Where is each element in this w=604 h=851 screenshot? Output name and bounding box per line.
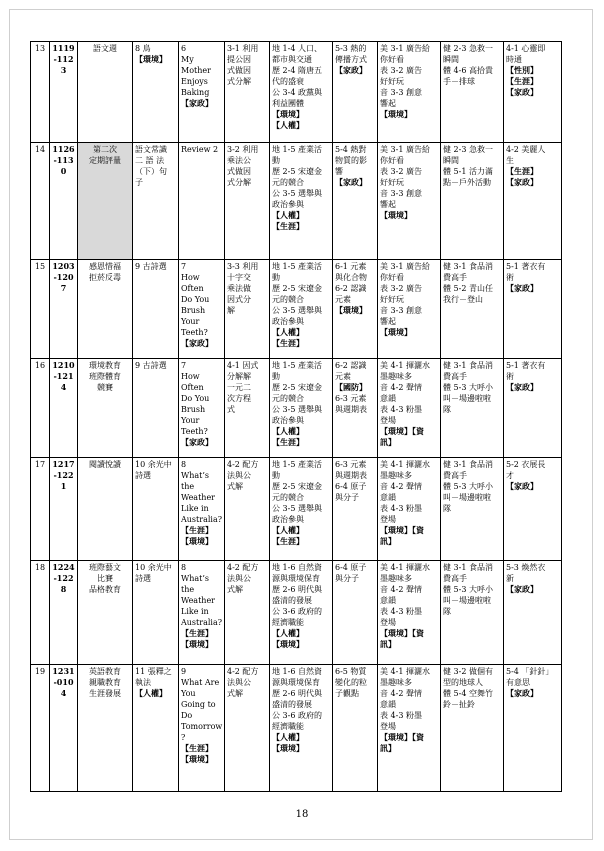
week-theme: 環境教育 班際體育 競賽 [78,359,133,458]
week-number: 14 [31,143,50,260]
subject-cell-social [270,561,333,665]
unit-text: 健 3-1 食品消 費高手 體 5-3 大呼小 叫－場邊啦啦 隊 [443,460,493,513]
subject-cell-arts [378,561,441,665]
unit-text: 4-2 配方 法與公 式解 [227,460,259,491]
subject-cell-english [179,42,225,143]
subject-cell-english [179,458,225,561]
unit-text: 4-2 美麗人 生 [506,145,546,165]
subject-cell-math [225,359,270,458]
unit-text: 地 1-5 產業活 動 歷 2-5 宋遼金 元的競合 公 3-5 選舉與 政治參與 [272,361,322,425]
unit-text: 美 4-1 揮灑水 墨趣味多 音 4-2 聲情 意韻 表 4-3 粉墨 登場 [380,460,430,524]
subject-cell-science [333,359,378,458]
unit-text: 6-5 物質 變化的粒 子觀點 [335,667,367,698]
issue-tag: 【人權】 [272,426,304,436]
week-date-range: 1126 -113 0 [50,143,78,260]
unit-text: 5-4 熱對 物質的影 響 [335,145,367,176]
issue-tag: 【生涯】 [506,166,538,176]
unit-text: 3-1 利用 提公因 式做因 式分解 [227,44,259,86]
subject-cell-health-pe [441,143,504,260]
issue-tag: 【環境】【資 訊】 [380,732,424,753]
subject-cell-chinese [133,458,179,561]
week-date-range: 1203 -120 7 [50,260,78,359]
issue-tag: 【人權】 [272,210,304,220]
issue-tag: 【環境】【資 訊】 [380,426,424,447]
subject-cell-social [270,260,333,359]
unit-text: 健 2-3 急救一 瞬間 體 5-1 活力滿 點－戶外活動 [443,145,493,187]
issue-tag: 【生涯】 [272,221,304,231]
unit-text: 5-2 衣展長 才 [506,460,546,480]
issue-tag: 【生涯】 [506,76,538,86]
issue-tag: 【人權】 [272,120,304,130]
issue-tag: 【環境】【資 訊】 [380,525,424,546]
subject-cell-social [270,665,333,792]
issue-tag: 【環境】 [380,109,412,119]
subject-cell-integrative [504,359,562,458]
unit-text: 健 3-1 食品消 費高手 體 5-3 大呼小 叫－場邊啦啦 隊 [443,361,493,414]
unit-text-continued: 6-3 元素 與週期表 [335,394,367,414]
issue-tag: 【環境】 [335,305,367,315]
unit-text: 美 3-1 廣告給 你好看 表 3-2 廣告 好好玩 音 3-3 創意 響起 [380,262,430,326]
issue-tag: 【環境】 [181,639,213,649]
week-theme: 第二次 定期評量 [78,143,133,260]
week-date-range: 1217 -122 1 [50,458,78,561]
unit-text: 7 How Often Do You Brush Your Teeth? [181,361,210,436]
subject-cell-health-pe [441,359,504,458]
subject-cell-social [270,458,333,561]
issue-tag: 【人權】 [272,628,304,638]
subject-cell-english [179,665,225,792]
subject-cell-english [179,143,225,260]
unit-text: 美 4-1 揮灑水 墨趣味多 音 4-2 聲情 意韻 表 4-3 粉墨 登場 [380,563,430,627]
unit-text: 9 古詩選 [135,262,167,271]
subject-cell-integrative [504,561,562,665]
unit-text: 美 4-1 揮灑水 墨趣味多 音 4-2 聲情 意韻 表 4-3 粉墨 登場 [380,667,430,731]
issue-tag: 【家政】 [506,584,538,594]
subject-cell-arts [378,359,441,458]
week-row [31,359,562,458]
subject-cell-science [333,665,378,792]
unit-text: 語文常識 二 語 法 （下）句 子 [135,145,167,187]
issue-tag: 【家政】 [181,98,213,108]
issue-tag: 【生涯】 [181,743,213,753]
issue-tag: 【家政】 [506,382,538,392]
issue-tag: 【人權】 [272,327,304,337]
issue-tag: 【家政】 [506,283,538,293]
issue-tag: 【環境】【資 訊】 [380,628,424,649]
subject-cell-math [225,665,270,792]
week-theme: 英語教育 親職教育 生涯發展 [78,665,133,792]
week-number: 19 [31,665,50,792]
week-date-range: 1210 -121 4 [50,359,78,458]
week-number: 18 [31,561,50,665]
unit-text: 8 What’s the Weather Like in Australia? [181,563,223,627]
subject-cell-health-pe [441,561,504,665]
issue-tag: 【家政】 [335,65,367,75]
issue-tag: 【人權】 [272,525,304,535]
issue-tag: 【環境】 [181,536,213,546]
issue-tag: 【人權】 [135,688,167,698]
subject-cell-math [225,42,270,143]
unit-text: 7 How Often Do You Brush Your Teeth? [181,262,210,337]
week-theme: 感恩惜福 拒菸反毒 [78,260,133,359]
week-theme: 語文週 [78,42,133,143]
subject-cell-math [225,260,270,359]
unit-text: 6 My Mother Enjoys Baking [181,44,211,97]
page-number: 18 [295,809,309,820]
unit-text: 6-3 元素 與週期表 6-4 原子 與分子 [335,460,367,502]
week-row [31,143,562,260]
unit-text: 5-3 熱的 傳播方式 [335,44,367,64]
subject-cell-arts [378,665,441,792]
subject-cell-integrative [504,458,562,561]
unit-text: 9 What Are You Going to Do Tomorrow ? [181,667,223,742]
subject-cell-integrative [504,143,562,260]
unit-text: 5-1 著衣有 術 [506,361,546,381]
unit-text: 4-1 因式 分解解 一元二 次方程 式 [227,361,259,414]
subject-cell-arts [378,143,441,260]
subject-cell-english [179,260,225,359]
unit-text: 3-2 利用 乘法公 式做因 式分解 [227,145,259,187]
unit-text: Review 2 [181,145,219,154]
week-theme: 班際藝文 比賽 品格教育 [78,561,133,665]
subject-cell-math [225,458,270,561]
unit-text: 8 鳥 [135,44,151,53]
unit-text: 5-1 著衣有 術 [506,262,546,282]
issue-tag: 【家政】 [506,688,538,698]
issue-tag: 【生涯】 [272,437,304,447]
issue-tag: 【國防】 [335,382,367,392]
week-theme: 閱讀悅讀 [78,458,133,561]
schedule-table [30,41,562,792]
unit-text: 8 What’s the Weather Like in Australia? [181,460,223,524]
subject-cell-arts [378,458,441,561]
subject-cell-chinese [133,260,179,359]
issue-tag: 【環境】 [380,327,412,337]
subject-cell-science [333,458,378,561]
subject-cell-social [270,359,333,458]
subject-cell-social [270,42,333,143]
unit-text: 10 余光中 詩選 [135,563,172,583]
subject-cell-math [225,143,270,260]
unit-text: 美 3-1 廣告給 你好看 表 3-2 廣告 好好玩 音 3-3 創意 響起 [380,44,430,108]
issue-tag: 【家政】 [506,87,538,97]
issue-tag: 【家政】 [335,177,367,187]
unit-text: 5-4 「針針」 有意思 [506,667,554,687]
subject-cell-health-pe [441,665,504,792]
unit-text: 地 1-4 人口、 都市與交通 歷 2-4 隋唐五 代的盛衰 公 3-4 政黨與 利益團體 [272,44,322,108]
subject-cell-english [179,561,225,665]
unit-text: 6-2 認識 元素 [335,361,367,381]
subject-cell-health-pe [441,260,504,359]
week-number: 16 [31,359,50,458]
issue-tag: 【環境】 [272,639,304,649]
week-row [31,561,562,665]
issue-tag: 【家政】 [506,177,538,187]
subject-cell-math [225,561,270,665]
issue-tag: 【生涯】 [181,525,213,535]
unit-text: 6-1 元素 與化合物 6-2 認識 元素 [335,262,367,304]
unit-text: 3-3 利用 十字交 乘法做 因式分 解 [227,262,259,315]
issue-tag: 【性別】 [506,65,538,75]
subject-cell-science [333,42,378,143]
issue-tag: 【環境】 [272,743,304,753]
unit-text: 11 張釋之 執法 [135,667,172,687]
schedule-body [31,42,562,792]
subject-cell-chinese [133,143,179,260]
issue-tag: 【生涯】 [181,628,213,638]
issue-tag: 【家政】 [181,437,213,447]
subject-cell-science [333,143,378,260]
issue-tag: 【環境】 [272,109,304,119]
issue-tag: 【生涯】 [272,536,304,546]
week-date-range: 1119 -112 3 [50,42,78,143]
unit-text: 地 1-5 產業活 動 歷 2-5 宋遼金 元的競合 公 3-5 選舉與 政治參與 [272,460,322,524]
subject-cell-health-pe [441,458,504,561]
unit-text: 美 3-1 廣告給 你好看 表 3-2 廣告 好好玩 音 3-3 創意 響起 [380,145,430,209]
week-row [31,458,562,561]
subject-cell-social [270,143,333,260]
subject-cell-arts [378,260,441,359]
week-number: 15 [31,260,50,359]
unit-text: 6-4 原子 與分子 [335,563,367,583]
subject-cell-chinese [133,359,179,458]
unit-text: 地 1-6 自然資 源與環境保育 歷 2-6 明代與 盛清的發展 公 3-6 政府的 經濟職能 [272,667,322,731]
issue-tag: 【環境】 [135,54,167,64]
week-date-range: 1231 -010 4 [50,665,78,792]
issue-tag: 【人權】 [272,732,304,742]
subject-cell-integrative [504,665,562,792]
subject-cell-science [333,561,378,665]
week-date-range: 1224 -122 8 [50,561,78,665]
subject-cell-chinese [133,665,179,792]
subject-cell-health-pe [441,42,504,143]
unit-text: 10 余光中 詩選 [135,460,172,480]
unit-text: 地 1-5 產業活 動 歷 2-5 宋遼金 元的競合 公 3-5 選舉與 政治參與 [272,145,322,209]
unit-text: 9 古詩選 [135,361,167,370]
unit-text: 地 1-5 產業活 動 歷 2-5 宋遼金 元的競合 公 3-5 選舉與 政治參與 [272,262,322,326]
unit-text: 4-2 配方 法與公 式解 [227,563,259,594]
unit-text: 5-3 煥然衣 新 [506,563,546,583]
issue-tag: 【生涯】 [272,338,304,348]
unit-text: 健 3-1 食品消 費高手 體 5-2 青山任 我行－登山 [443,262,493,304]
issue-tag: 【環境】 [380,210,412,220]
unit-text: 健 3-1 食品消 費高手 體 5-3 大呼小 叫－場邊啦啦 隊 [443,563,493,616]
week-number: 17 [31,458,50,561]
subject-cell-integrative [504,42,562,143]
subject-cell-chinese [133,42,179,143]
unit-text: 地 1-6 自然資 源與環境保育 歷 2-6 明代與 盛清的發展 公 3-6 政府的 經濟職能 [272,563,322,627]
week-row [31,260,562,359]
unit-text: 4-2 配方 法與公 式解 [227,667,259,698]
unit-text: 健 3-2 做個有 型的地球人 體 5-4 空舞竹 鈴－扯鈴 [443,667,493,709]
issue-tag: 【家政】 [506,481,538,491]
unit-text: 健 2-3 急救一 瞬間 體 4-6 高拾貴 手－排球 [443,44,493,86]
issue-tag: 【家政】 [181,338,213,348]
week-row [31,42,562,143]
unit-text: 4-1 心靈即 時通 [506,44,546,64]
issue-tag: 【環境】 [181,754,213,764]
subject-cell-integrative [504,260,562,359]
subject-cell-english [179,359,225,458]
unit-text: 美 4-1 揮灑水 墨趣味多 音 4-2 聲情 意韻 表 4-3 粉墨 登場 [380,361,430,425]
subject-cell-science [333,260,378,359]
subject-cell-arts [378,42,441,143]
week-number: 13 [31,42,50,143]
week-row [31,665,562,792]
subject-cell-chinese [133,561,179,665]
